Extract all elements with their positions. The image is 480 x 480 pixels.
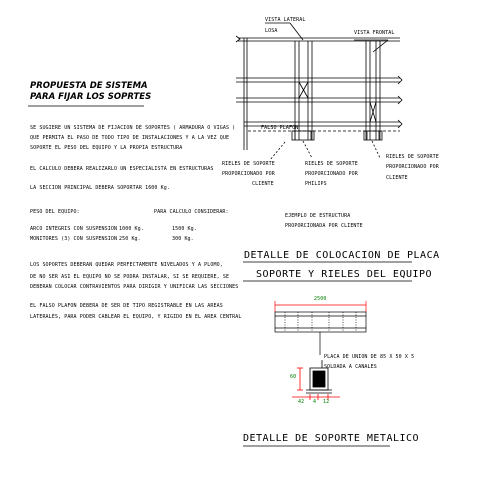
dim-2500: 2500 bbox=[314, 296, 327, 302]
detalle-soporte-title: DETALLE DE SOPORTE METALICO bbox=[243, 433, 420, 444]
plate-detail bbox=[275, 301, 366, 355]
arco-calc: 1500 Kg. bbox=[172, 226, 197, 232]
note-p2-2: LA SECCION PRINCIPAL DEBERA SOPORTAR 1600 Kg. bbox=[30, 185, 170, 191]
note-p4-2: LATERALES, PARA PODER CABLEAR EL EQUIPO, Y RIGIDO EN EL AREA CENTRAL bbox=[30, 314, 242, 320]
ejemplo-estructura-2: PROPORCIONADA POR CLIENTE bbox=[285, 223, 363, 229]
arco-peso: 1000 Kg. bbox=[119, 226, 144, 232]
note-p2-1: EL CALCULO DEBERA REALIZARLO UN ESPECIALISTA EN ESTRUCTURAS bbox=[30, 166, 214, 172]
monitores-label: MONITORES (3) CON SUSPENSION bbox=[30, 236, 118, 242]
ejemplo-estructura-1: EJEMPLO DE ESTRUCTURA bbox=[285, 213, 351, 219]
placa-note-1: PLACA DE UNION DE 85 X 50 X 5 bbox=[324, 354, 415, 360]
dim-12: 12 bbox=[323, 399, 330, 405]
dim-60: 60 bbox=[290, 374, 297, 380]
dim-42: 42 bbox=[298, 399, 305, 405]
calculo-header: PARA CALCULO CONSIDERAR: bbox=[154, 209, 229, 215]
rieles-cliente-b2: PROPORCIONADO POR bbox=[386, 164, 439, 170]
rieles-cliente-b3: CLIENTE bbox=[386, 175, 408, 181]
rieles-cliente-1: RIELES DE SOPORTE bbox=[222, 161, 275, 167]
monitores-peso: 250 Kg. bbox=[119, 236, 141, 242]
propuesta-title-1: PROPUESTA DE SISTEMA bbox=[30, 81, 148, 91]
arco-label: ARCO INTEGRIS CON SUSPENSION bbox=[30, 226, 118, 232]
vista-lateral-label: VISTA LATERAL bbox=[265, 17, 306, 23]
note-p3-2: DE NO SER ASI EL EQUIPO NO SE PODRA INSTALAR, SI SE REQUIERE, SE bbox=[30, 274, 230, 280]
detalle-placa-title-1: DETALLE DE COLOCACION DE PLACA bbox=[244, 250, 440, 261]
note-p3-1: LOS SOPORTES DEBERAN QUEDAR PERFECTAMENTE NIVELADOS Y A PLOMO, bbox=[30, 262, 223, 268]
monitores-calc: 300 Kg. bbox=[172, 236, 194, 242]
note-p1-2: QUE PERMITA EL PASO DE TODO TIPO DE INSTALACIONES Y A LA VEZ QUE bbox=[30, 135, 230, 141]
propuesta-title-2: PARA FIJAR LOS SOPRTES bbox=[30, 92, 152, 102]
rieles-cliente-2: PROPORCIONADO POR bbox=[222, 171, 275, 177]
note-p4-1: EL FALSO PLAFON DEBERA DE SER DE TIPO REGISTRABLE EN LAS AREAS bbox=[30, 303, 223, 309]
note-p1-3: SOPORTE EL PESO DEL EQUIPO Y LA PROPIA ESTRUCTURA bbox=[30, 145, 183, 151]
rieles-philips-2: PROPORCIONADO POR bbox=[305, 171, 358, 177]
placa-note-2: SOLDADA A CANALES bbox=[324, 364, 377, 370]
rieles-philips-3: PHILIPS bbox=[305, 181, 327, 187]
losa-label: LOSA bbox=[265, 28, 278, 34]
note-p3-3: DEBERAN COLOCAR CONTRAVIENTOS PARA DIRIGIR Y UNIFICAR LAS SECCIONES bbox=[30, 284, 239, 290]
dim-4: 4 bbox=[313, 399, 317, 405]
rail-details bbox=[270, 131, 382, 160]
peso-header: PESO DEL EQUIPO: bbox=[30, 209, 80, 215]
rieles-cliente-b1: RIELES DE SOPORTE bbox=[386, 154, 439, 160]
vista-frontal-label: VISTA FRONTAL bbox=[354, 30, 395, 36]
rieles-cliente-3: CLIENTE bbox=[252, 181, 274, 187]
falso-plafon-label: FALSO PLAFON bbox=[261, 125, 299, 131]
note-p1-1: SE SUGIERE UN SISTEMA DE FIJACION DE SOPORTES ( ARMADURA O VIGAS ) bbox=[30, 125, 236, 131]
rieles-philips-1: RIELES DE SOPORTE bbox=[305, 161, 358, 167]
detalle-placa-title-2: SOPORTE Y RIELES DEL EQUIPO bbox=[256, 269, 433, 280]
